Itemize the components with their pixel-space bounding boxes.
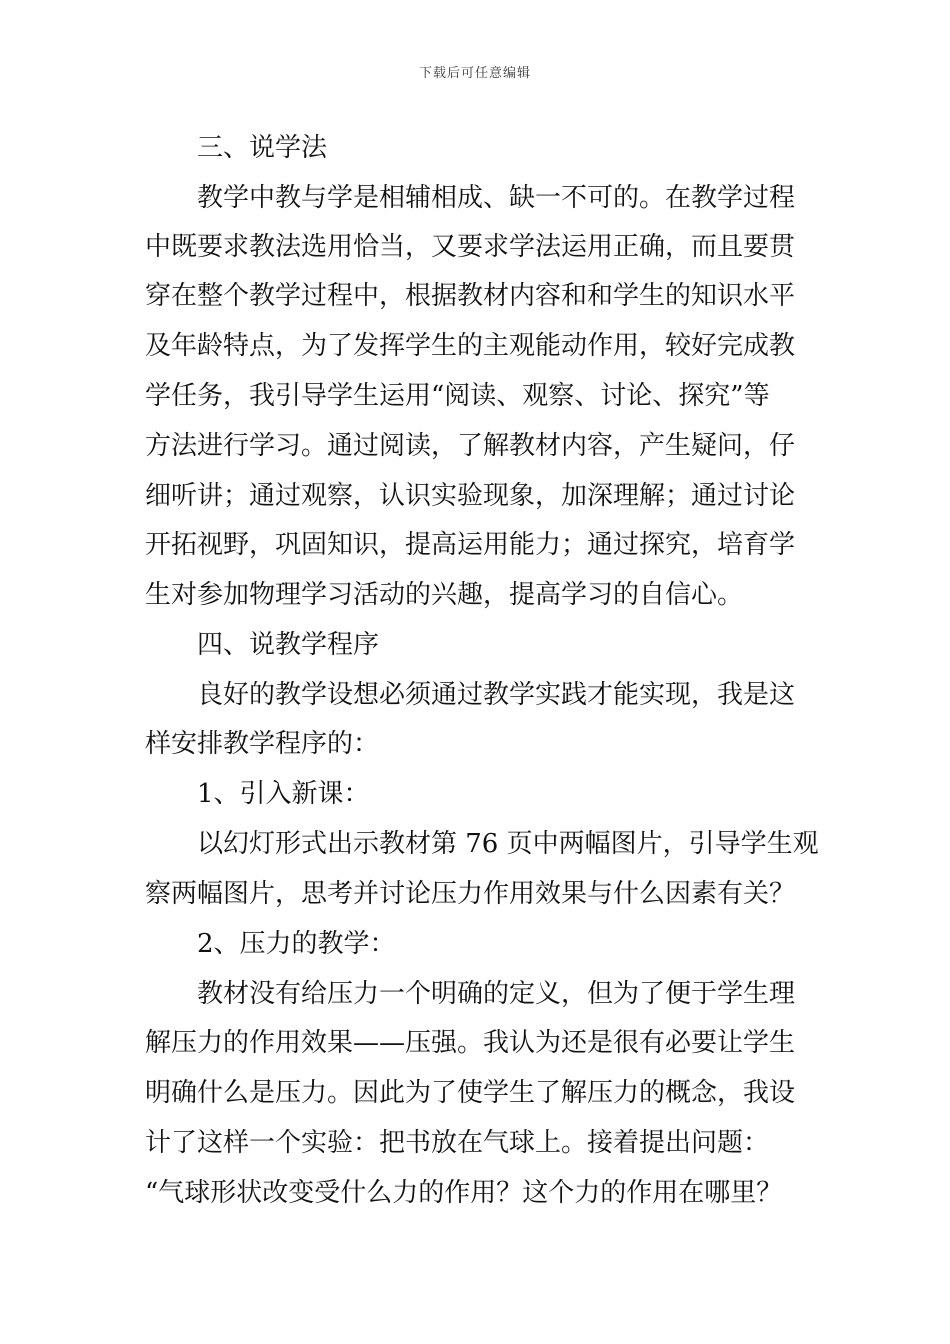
paragraph-line: 良好的教学设想必须通过教学实践才能实现，我是这 xyxy=(197,680,796,710)
paragraph-line: 细听讲；通过观察，认识实验现象，加深理解；通过讨论 xyxy=(145,481,796,511)
paragraph-line: 及年龄特点，为了发挥学生的主观能动作用，较好完成教 xyxy=(145,331,796,361)
paragraph-line: “气球形状改变受什么力的作用？这个力的作用在哪里？ xyxy=(145,1178,783,1208)
paragraph-line: 方法进行学习。通过阅读，了解教材内容，产生疑问，仔 xyxy=(145,431,796,461)
paragraph-line: 以幻灯形式出示教材第 76 页中两幅图片，引导学生观 xyxy=(197,829,819,859)
section-heading-study-method: 三、说学法 xyxy=(197,133,328,163)
paragraph-line: 生对参加物理学习活动的兴趣，提高学习的自信心。 xyxy=(145,580,744,610)
paragraph-line: 教材没有给压力一个明确的定义，但为了便于学生理 xyxy=(197,979,796,1009)
page-header: 下载后可任意编辑 xyxy=(418,66,531,81)
subheading-intro-new-lesson: 1、引入新课： xyxy=(197,779,370,809)
section-heading-teaching-procedure: 四、说教学程序 xyxy=(197,630,380,660)
paragraph-line: 中既要求教法选用恰当，又要求学法运用正确，而且要贯 xyxy=(145,232,796,262)
paragraph-line: 开拓视野，巩固知识，提高运用能力；通过探究，培育学 xyxy=(145,530,796,560)
paragraph-line: 教学中教与学是相辅相成、缺一不可的。在教学过程 xyxy=(197,183,796,213)
paragraph-line: 穿在整个教学过程中，根据教材内容和和学生的知识水平 xyxy=(145,281,796,311)
subheading-pressure-teaching: 2、压力的教学： xyxy=(197,929,396,959)
paragraph-line: 解压力的作用效果——压强。我认为还是很有必要让学生 xyxy=(145,1028,796,1058)
paragraph-line: 样安排教学程序的： xyxy=(145,729,380,759)
paragraph-line: 明确什么是压力。因此为了使学生了解压力的概念，我设 xyxy=(145,1078,796,1108)
paragraph-line: 计了这样一个实验：把书放在气球上。接着提出问题： xyxy=(145,1128,770,1158)
paragraph-line: 学任务，我引导学生运用“阅读、观察、讨论、探究”等 xyxy=(145,381,770,411)
paragraph-line: 察两幅图片，思考并讨论压力作用效果与什么因素有关？ xyxy=(145,879,796,909)
